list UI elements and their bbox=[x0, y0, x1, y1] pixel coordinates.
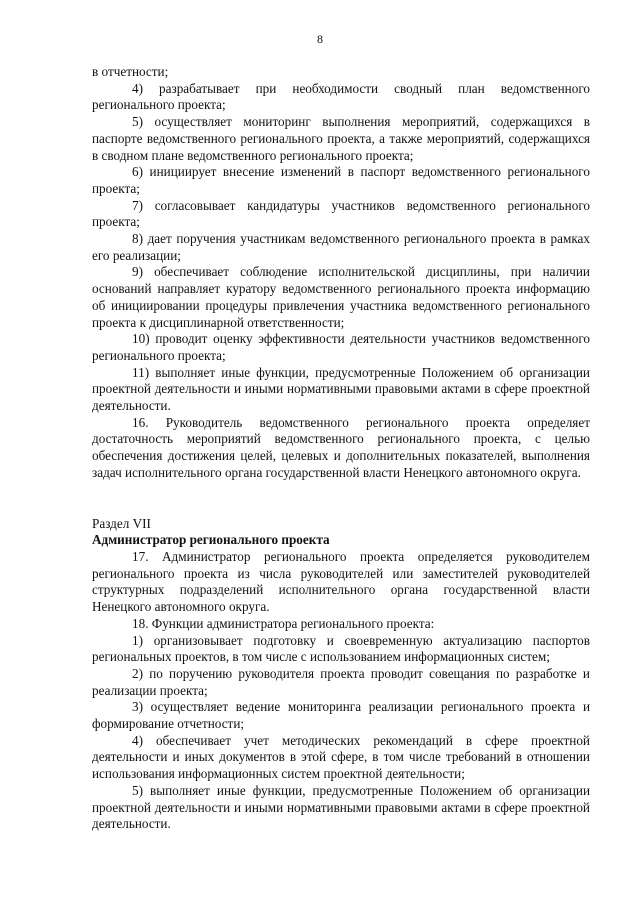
page-number: 8 bbox=[317, 32, 323, 46]
paragraph: 6) инициирует внесение изменений в паспорт ведомственного регионального проекта; bbox=[92, 164, 590, 196]
paragraph: 10) проводит оценку эффективности деятельности участников ведомственного регионального проекта; bbox=[92, 331, 590, 363]
section-spacer bbox=[92, 482, 590, 516]
paragraph: 4) разрабатывает при необходимости сводный план ведомственного регионального проекта; bbox=[92, 80, 590, 113]
paragraph: 5) осуществляет мониторинг выполнения мероприятий, содержащихся в паспорте ведомственного регионального проекта, а также мероприятий, содержащихся в сводном плане ведомственного регионального проекта; bbox=[92, 114, 590, 163]
section-heading: Раздел VII bbox=[92, 515, 151, 531]
paragraph: 9) обеспечивает соблюдение исполнительской дисциплины, при наличии оснований направляет куратору ведомственного регионального проекта информацию об инициировании процедуры привлечения участника ведомственного регионального проекта к дисциплинарной ответственности; bbox=[92, 264, 590, 330]
document-body bbox=[92, 64, 590, 833]
paragraph: 2) по поручению руководителя проекта проводит совещания по разработке и реализации проекта; bbox=[92, 665, 590, 698]
paragraph: 16. Руководитель ведомственного регионального проекта определяет достаточность мероприятий ведомственного регионального проекта, с целью обеспечения достижения целей, целевых и дополнительных показателей, выполнения задач исполнительного органа государственной власти Ненецкого автономного округа. bbox=[92, 414, 590, 480]
paragraph: 3) осуществляет ведение мониторинга реализации регионального проекта и формирование отчетности; bbox=[92, 699, 590, 732]
paragraph: 8) дает поручения участникам ведомственного регионального проекта в рамках его реализации; bbox=[92, 231, 590, 263]
paragraph: 11) выполняет иные функции, предусмотренные Положением об организации проектной деятельности и иными нормативными правовыми актами в сфере проектной деятельности. bbox=[92, 364, 590, 414]
paragraph: 4) обеспечивает учет методических рекомендаций в сфере проектной деятельности и иных документов в этой сфере, в том числе требований в отношении использования информационных систем проектной деятельности; bbox=[92, 732, 590, 782]
paragraph: 1) организовывает подготовку и своевременную актуализацию паспортов региональных проектов, в том числе с использованием информационных систем; bbox=[92, 632, 590, 665]
paragraph: 7) согласовывает кандидатуры участников ведомственного регионального проекта; bbox=[92, 197, 590, 230]
paragraph: в отчетности; bbox=[92, 64, 169, 79]
paragraph: 18. Функции администратора регионального проекта: bbox=[132, 615, 435, 631]
section-title: Администратор регионального проекта bbox=[92, 532, 330, 548]
paragraph: 17. Администратор регионального проекта определяется руководителем регионального проекта из числа руководителей или заместителей руководителей структурных подразделений исполнительного органа государственной власти Ненецкого автономного округа. bbox=[92, 548, 590, 615]
paragraph: 5) выполняет иные функции, предусмотренные Положением об организации проектной деятельности и иными нормативными правовыми актами в сфере проектной деятельности. bbox=[92, 782, 590, 832]
